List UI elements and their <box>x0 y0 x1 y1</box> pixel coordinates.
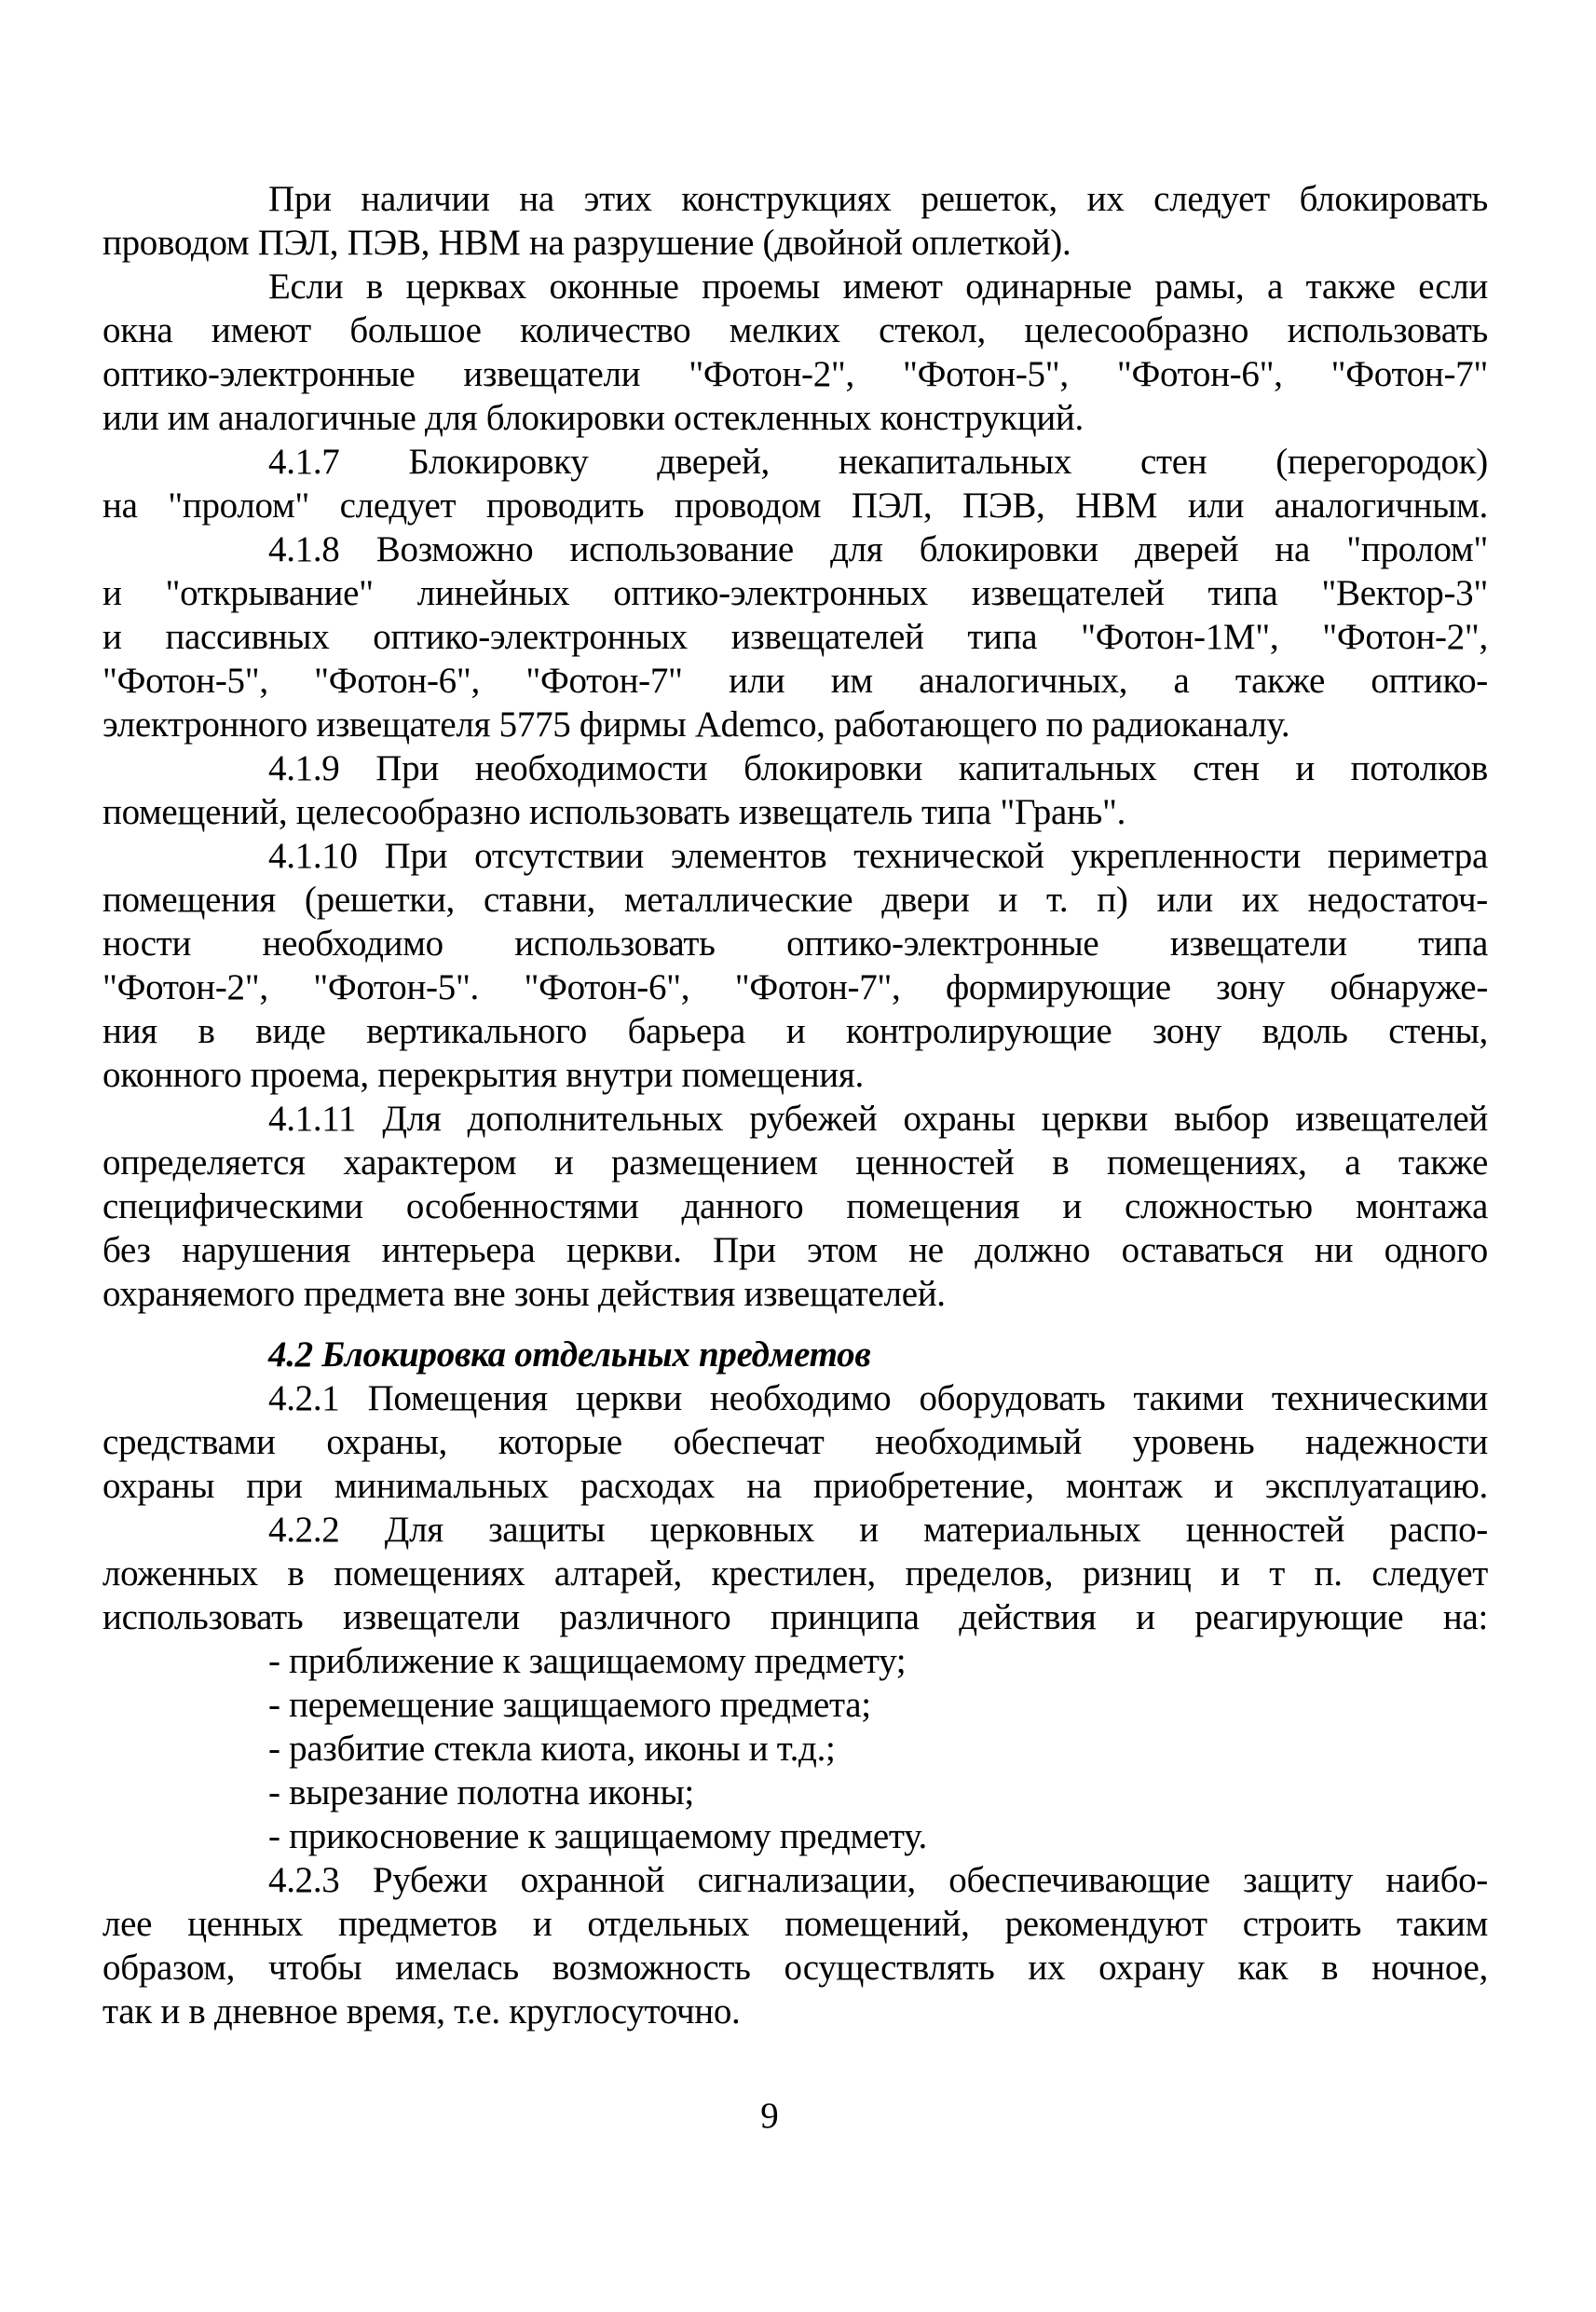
paragraph <box>102 265 1488 440</box>
list-item <box>102 1771 1488 1814</box>
text-line: 4.1.11 Для дополнительных рубежей охраны церкви выбор извещателей <box>268 1099 1488 1139</box>
text-line: оконного проема, перекрытия внутри помещения. <box>102 1055 864 1095</box>
text-line: использовать извещатели различного принципа действия и реагирующие на: <box>102 1597 1488 1637</box>
text-line: 4.2 Блокировка отдельных предметов <box>268 1334 871 1375</box>
text-line: так и в дневное время, т.е. круглосуточно. <box>102 1991 741 2032</box>
text-line: 4.1.9 При необходимости блокировки капитальных стен и потолков <box>268 748 1488 788</box>
text-line: 4.1.7 Блокировку дверей, некапитальных стен (перегородок) <box>268 442 1488 482</box>
text-line: оптико-электронные извещатели "Фотон-2", "Фотон-5", "Фотон-6", "Фотон-7" <box>102 354 1488 394</box>
paragraph <box>102 1097 1488 1316</box>
list-item <box>102 1683 1488 1727</box>
text-line: и пассивных оптико-электронных извещателей типа "Фотон-1М", "Фотон-2", <box>102 617 1488 657</box>
paragraph <box>102 746 1488 834</box>
text-line: - вырезание полотна иконы; <box>268 1772 694 1813</box>
text-line: образом, чтобы имелась возможность осуществлять их охрану как в ночное, <box>102 1948 1488 1988</box>
text-line: "Фотон-2", "Фотон-5". "Фотон-6", "Фотон-7", формирующие зону обнаруже- <box>102 967 1488 1007</box>
text-line: 4.1.8 Возможно использование для блокировки дверей на "пролом" <box>268 529 1488 569</box>
paragraph <box>102 177 1488 265</box>
text-line: 4.2.2 Для защиты церковных и материальных ценностей распо- <box>268 1510 1488 1550</box>
paragraph <box>102 527 1488 746</box>
text-line: помещений, целесообразно использовать извещатель типа "Грань". <box>102 792 1126 832</box>
text-line: средствами охраны, которые обеспечат необходимый уровень надежности <box>102 1422 1488 1462</box>
text-line: 4.2.3 Рубежи охранной сигнализации, обеспечивающие защиту наибо- <box>268 1860 1488 1900</box>
text-line: При наличии на этих конструкциях решеток, их следует блокировать <box>268 179 1488 219</box>
text-line: без нарушения интерьера церкви. При этом не должно оставаться ни одного <box>102 1230 1488 1270</box>
text-line: - прикосновение к защищаемому предмету. <box>268 1816 927 1856</box>
text-line: ложенных в помещениях алтарей, крестилен, пределов, ризниц и т п. следует <box>102 1553 1488 1594</box>
paragraph <box>102 1508 1488 1639</box>
text-line: - разбитие стекла киота, иконы и т.д.; <box>268 1729 836 1769</box>
text-line: специфическими особенностями данного помещения и сложностью монтажа <box>102 1186 1488 1226</box>
text-line: окна имеют большое количество мелких стекол, целесообразно использовать <box>102 310 1488 350</box>
paragraph <box>102 834 1488 1097</box>
text-line: ния в виде вертикального барьера и контролирующие зону вдоль стены, <box>102 1011 1488 1051</box>
text-line: охраны при минимальных расходах на приобретение, монтаж и эксплуатацию. <box>102 1466 1488 1506</box>
list-item <box>102 1727 1488 1771</box>
text-line: Если в церквах оконные проемы имеют одинарные рамы, а также если <box>268 267 1488 307</box>
text-line: - перемещение защищаемого предмета; <box>268 1685 871 1725</box>
list-item <box>102 1814 1488 1858</box>
section-heading <box>102 1333 1488 1376</box>
text-line: или им аналогичные для блокировки остекленных конструкций. <box>102 398 1084 438</box>
list-item <box>102 1639 1488 1683</box>
paragraph <box>102 1376 1488 1508</box>
paragraph <box>102 440 1488 527</box>
text-line: помещения (решетки, ставни, металлические двери и т. п) или их недостаточ- <box>102 880 1488 920</box>
text-line: охраняемого предмета вне зоны действия извещателей. <box>102 1274 946 1314</box>
text-line: определяется характером и размещением ценностей в помещениях, а также <box>102 1142 1488 1183</box>
document-body <box>102 177 1488 2033</box>
text-line: и "открывание" линейных оптико-электронных извещателей типа "Вектор-3" <box>102 573 1488 613</box>
paragraph <box>102 1858 1488 2033</box>
page-number: 9 <box>760 2096 779 2136</box>
text-line: проводом ПЭЛ, ПЭВ, НВМ на разрушение (двойной оплеткой). <box>102 223 1071 263</box>
text-line: лее ценных предметов и отдельных помещений, рекомендуют строить таким <box>102 1904 1488 1944</box>
text-line: ности необходимо использовать оптико-электронные извещатели типа <box>102 923 1488 964</box>
text-line: на "пролом" следует проводить проводом ПЭЛ, ПЭВ, НВМ или аналогичным. <box>102 486 1488 526</box>
text-line: - приближение к защищаемому предмету; <box>268 1641 907 1681</box>
text-line: электронного извещателя 5775 фирмы Ademco, работающего по радиоканалу. <box>102 705 1290 745</box>
text-line: 4.2.1 Помещения церкви необходимо оборудовать такими техническими <box>268 1378 1488 1418</box>
text-line: "Фотон-5", "Фотон-6", "Фотон-7" или им аналогичных, а также оптико- <box>102 661 1488 701</box>
text-line: 4.1.10 При отсутствии элементов технической укрепленности периметра <box>268 836 1488 876</box>
